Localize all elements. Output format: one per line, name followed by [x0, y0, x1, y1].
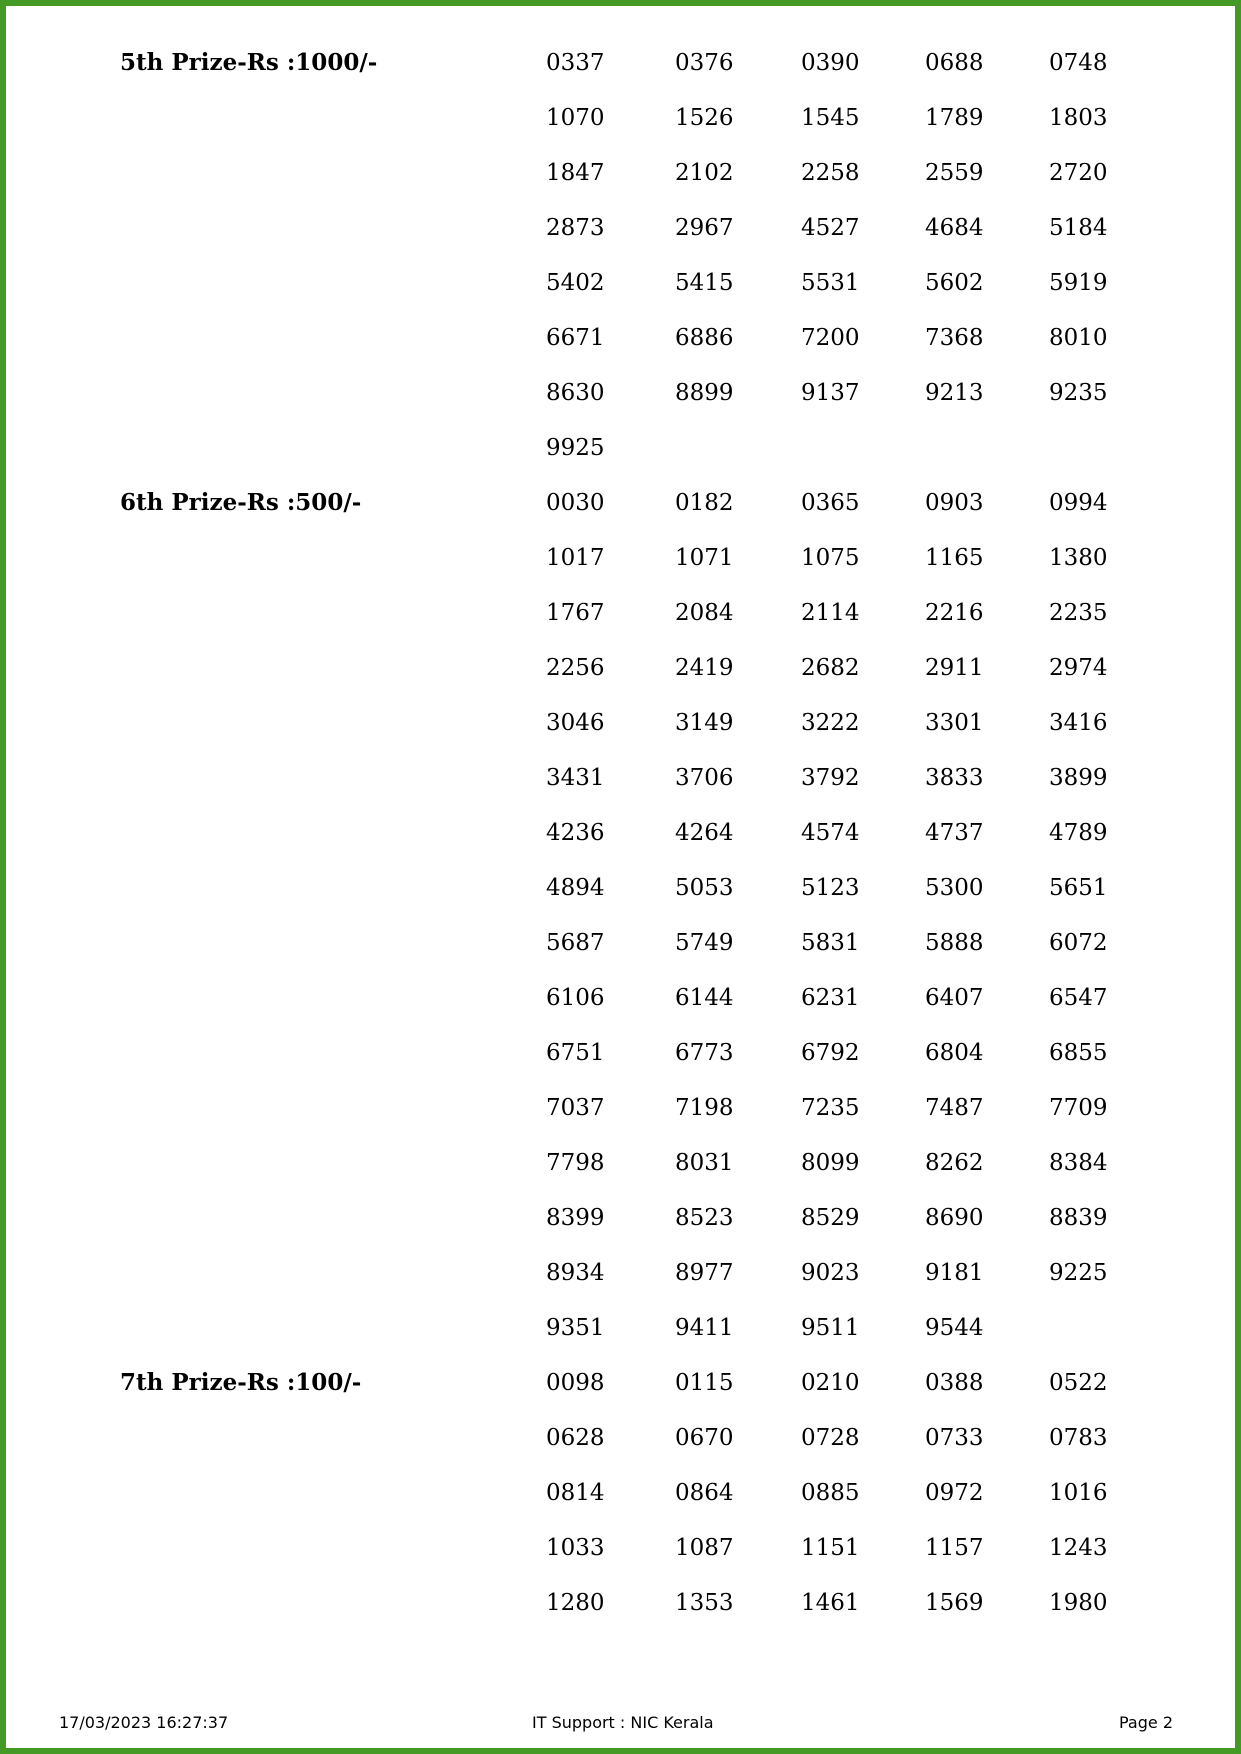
winning-number: 9181 — [925, 1260, 984, 1286]
winning-number: 8384 — [1049, 1150, 1108, 1176]
winning-number: 0182 — [675, 490, 734, 516]
winning-number: 0688 — [925, 50, 984, 76]
winning-number: 2256 — [546, 655, 605, 681]
winning-number: 6792 — [801, 1040, 860, 1066]
number-row — [0, 488, 1241, 518]
winning-number: 3431 — [546, 765, 605, 791]
winning-number: 8010 — [1049, 325, 1108, 351]
winning-number: 5602 — [925, 270, 984, 296]
number-row — [0, 653, 1241, 683]
winning-number: 0733 — [925, 1425, 984, 1451]
winning-number: 2720 — [1049, 160, 1108, 186]
winning-number: 2114 — [801, 600, 860, 626]
winning-number: 3706 — [675, 765, 734, 791]
number-row — [0, 1258, 1241, 1288]
winning-number: 3899 — [1049, 765, 1108, 791]
winning-number: 1165 — [925, 545, 984, 571]
winning-number: 6231 — [801, 985, 860, 1011]
winning-number: 5053 — [675, 875, 734, 901]
winning-number: 4789 — [1049, 820, 1108, 846]
number-row — [0, 48, 1241, 78]
footer-support: IT Support : NIC Kerala — [532, 1713, 714, 1732]
winning-number: 6144 — [675, 985, 734, 1011]
winning-number: 0337 — [546, 50, 605, 76]
number-row — [0, 873, 1241, 903]
winning-number: 5300 — [925, 875, 984, 901]
winning-number: 9137 — [801, 380, 860, 406]
winning-number: 7200 — [801, 325, 860, 351]
winning-number: 7198 — [675, 1095, 734, 1121]
winning-number: 0903 — [925, 490, 984, 516]
winning-number: 1280 — [546, 1590, 605, 1616]
winning-number: 9225 — [1049, 1260, 1108, 1286]
winning-number: 3149 — [675, 710, 734, 736]
number-row — [0, 1423, 1241, 1453]
winning-number: 5123 — [801, 875, 860, 901]
winning-number: 0210 — [801, 1370, 860, 1396]
winning-number: 7037 — [546, 1095, 605, 1121]
winning-number: 0376 — [675, 50, 734, 76]
winning-number: 8934 — [546, 1260, 605, 1286]
winning-number: 1789 — [925, 105, 984, 131]
winning-number: 1033 — [546, 1535, 605, 1561]
winning-number: 5651 — [1049, 875, 1108, 901]
winning-number: 0030 — [546, 490, 605, 516]
winning-number: 0390 — [801, 50, 860, 76]
winning-number: 1847 — [546, 160, 605, 186]
winning-number: 1353 — [675, 1590, 734, 1616]
winning-number: 1157 — [925, 1535, 984, 1561]
winning-number: 1380 — [1049, 545, 1108, 571]
number-row — [0, 323, 1241, 353]
winning-number: 1461 — [801, 1590, 860, 1616]
winning-number: 3046 — [546, 710, 605, 736]
winning-number: 9411 — [675, 1315, 734, 1341]
footer-timestamp: 17/03/2023 16:27:37 — [59, 1713, 229, 1732]
prize-title: 6th Prize-Rs :500/- — [120, 489, 362, 516]
winning-number: 0522 — [1049, 1370, 1108, 1396]
winning-number: 3301 — [925, 710, 984, 736]
winning-number: 4574 — [801, 820, 860, 846]
winning-number: 1980 — [1049, 1590, 1108, 1616]
winning-number: 1087 — [675, 1535, 734, 1561]
winning-number: 5888 — [925, 930, 984, 956]
winning-number: 1569 — [925, 1590, 984, 1616]
winning-number: 3222 — [801, 710, 860, 736]
footer-page-number: Page 2 — [1119, 1713, 1173, 1732]
winning-number: 8690 — [925, 1205, 984, 1231]
winning-number: 0670 — [675, 1425, 734, 1451]
winning-number: 5402 — [546, 270, 605, 296]
winning-number: 8262 — [925, 1150, 984, 1176]
prize-title: 5th Prize-Rs :1000/- — [120, 49, 378, 76]
winning-number: 9023 — [801, 1260, 860, 1286]
winning-number: 0972 — [925, 1480, 984, 1506]
number-row — [0, 1093, 1241, 1123]
winning-number: 9213 — [925, 380, 984, 406]
number-row — [0, 1368, 1241, 1398]
winning-number: 0885 — [801, 1480, 860, 1506]
winning-number: 9235 — [1049, 380, 1108, 406]
number-row — [0, 598, 1241, 628]
number-row — [0, 543, 1241, 573]
winning-number: 8099 — [801, 1150, 860, 1176]
winning-number: 0388 — [925, 1370, 984, 1396]
winning-number: 2102 — [675, 160, 734, 186]
winning-number: 0365 — [801, 490, 860, 516]
winning-number: 1243 — [1049, 1535, 1108, 1561]
winning-number: 6855 — [1049, 1040, 1108, 1066]
winning-number: 2235 — [1049, 600, 1108, 626]
number-row — [0, 928, 1241, 958]
winning-number: 2559 — [925, 160, 984, 186]
winning-number: 8523 — [675, 1205, 734, 1231]
winning-number: 7368 — [925, 325, 984, 351]
winning-number: 8031 — [675, 1150, 734, 1176]
winning-number: 4894 — [546, 875, 605, 901]
winning-number: 6804 — [925, 1040, 984, 1066]
number-row — [0, 763, 1241, 793]
winning-number: 4684 — [925, 215, 984, 241]
winning-number: 2258 — [801, 160, 860, 186]
winning-number: 6773 — [675, 1040, 734, 1066]
winning-number: 5184 — [1049, 215, 1108, 241]
winning-number: 5687 — [546, 930, 605, 956]
winning-number: 3833 — [925, 765, 984, 791]
number-row — [0, 983, 1241, 1013]
winning-number: 8399 — [546, 1205, 605, 1231]
winning-number: 9925 — [546, 435, 605, 461]
winning-number: 8977 — [675, 1260, 734, 1286]
winning-number: 9511 — [801, 1315, 860, 1341]
winning-number: 0994 — [1049, 490, 1108, 516]
number-row — [0, 1313, 1241, 1343]
winning-number: 5831 — [801, 930, 860, 956]
number-row — [0, 268, 1241, 298]
winning-number: 1767 — [546, 600, 605, 626]
winning-number: 2974 — [1049, 655, 1108, 681]
winning-number: 0814 — [546, 1480, 605, 1506]
winning-number: 1071 — [675, 545, 734, 571]
winning-number: 8899 — [675, 380, 734, 406]
winning-number: 0098 — [546, 1370, 605, 1396]
winning-number: 7487 — [925, 1095, 984, 1121]
winning-number: 1070 — [546, 105, 605, 131]
winning-number: 2419 — [675, 655, 734, 681]
winning-number: 2216 — [925, 600, 984, 626]
winning-number: 1545 — [801, 105, 860, 131]
number-row — [0, 213, 1241, 243]
winning-number: 7709 — [1049, 1095, 1108, 1121]
winning-number: 2682 — [801, 655, 860, 681]
number-row — [0, 1203, 1241, 1233]
winning-number: 8630 — [546, 380, 605, 406]
winning-number: 1526 — [675, 105, 734, 131]
number-row — [0, 818, 1241, 848]
winning-number: 1803 — [1049, 105, 1108, 131]
winning-number: 0783 — [1049, 1425, 1108, 1451]
number-row — [0, 158, 1241, 188]
winning-number: 6547 — [1049, 985, 1108, 1011]
winning-number: 9544 — [925, 1315, 984, 1341]
winning-number: 4264 — [675, 820, 734, 846]
winning-number: 6407 — [925, 985, 984, 1011]
winning-number: 8529 — [801, 1205, 860, 1231]
winning-number: 5919 — [1049, 270, 1108, 296]
winning-number: 0628 — [546, 1425, 605, 1451]
winning-number: 1017 — [546, 545, 605, 571]
winning-number: 1075 — [801, 545, 860, 571]
winning-number: 2873 — [546, 215, 605, 241]
winning-number: 4527 — [801, 215, 860, 241]
number-row — [0, 433, 1241, 463]
winning-number: 0864 — [675, 1480, 734, 1506]
winning-number: 2084 — [675, 600, 734, 626]
winning-number: 5531 — [801, 270, 860, 296]
number-row — [0, 103, 1241, 133]
winning-number: 4737 — [925, 820, 984, 846]
winning-number: 6671 — [546, 325, 605, 351]
winning-number: 2911 — [925, 655, 984, 681]
winning-number: 8839 — [1049, 1205, 1108, 1231]
winning-number: 3792 — [801, 765, 860, 791]
winning-number: 7798 — [546, 1150, 605, 1176]
winning-number: 2967 — [675, 215, 734, 241]
winning-number: 6751 — [546, 1040, 605, 1066]
winning-number: 6072 — [1049, 930, 1108, 956]
winning-number: 0748 — [1049, 50, 1108, 76]
number-row — [0, 1038, 1241, 1068]
number-row — [0, 1148, 1241, 1178]
winning-number: 0728 — [801, 1425, 860, 1451]
winning-number: 0115 — [675, 1370, 734, 1396]
winning-number: 6886 — [675, 325, 734, 351]
winning-number: 9351 — [546, 1315, 605, 1341]
prize-title: 7th Prize-Rs :100/- — [120, 1369, 362, 1396]
number-row — [0, 378, 1241, 408]
number-row — [0, 708, 1241, 738]
winning-number: 1016 — [1049, 1480, 1108, 1506]
winning-number: 5415 — [675, 270, 734, 296]
winning-number: 3416 — [1049, 710, 1108, 736]
winning-number: 6106 — [546, 985, 605, 1011]
winning-number: 4236 — [546, 820, 605, 846]
number-row — [0, 1588, 1241, 1618]
winning-number: 7235 — [801, 1095, 860, 1121]
number-row — [0, 1478, 1241, 1508]
number-row — [0, 1533, 1241, 1563]
winning-number: 1151 — [801, 1535, 860, 1561]
winning-number: 5749 — [675, 930, 734, 956]
